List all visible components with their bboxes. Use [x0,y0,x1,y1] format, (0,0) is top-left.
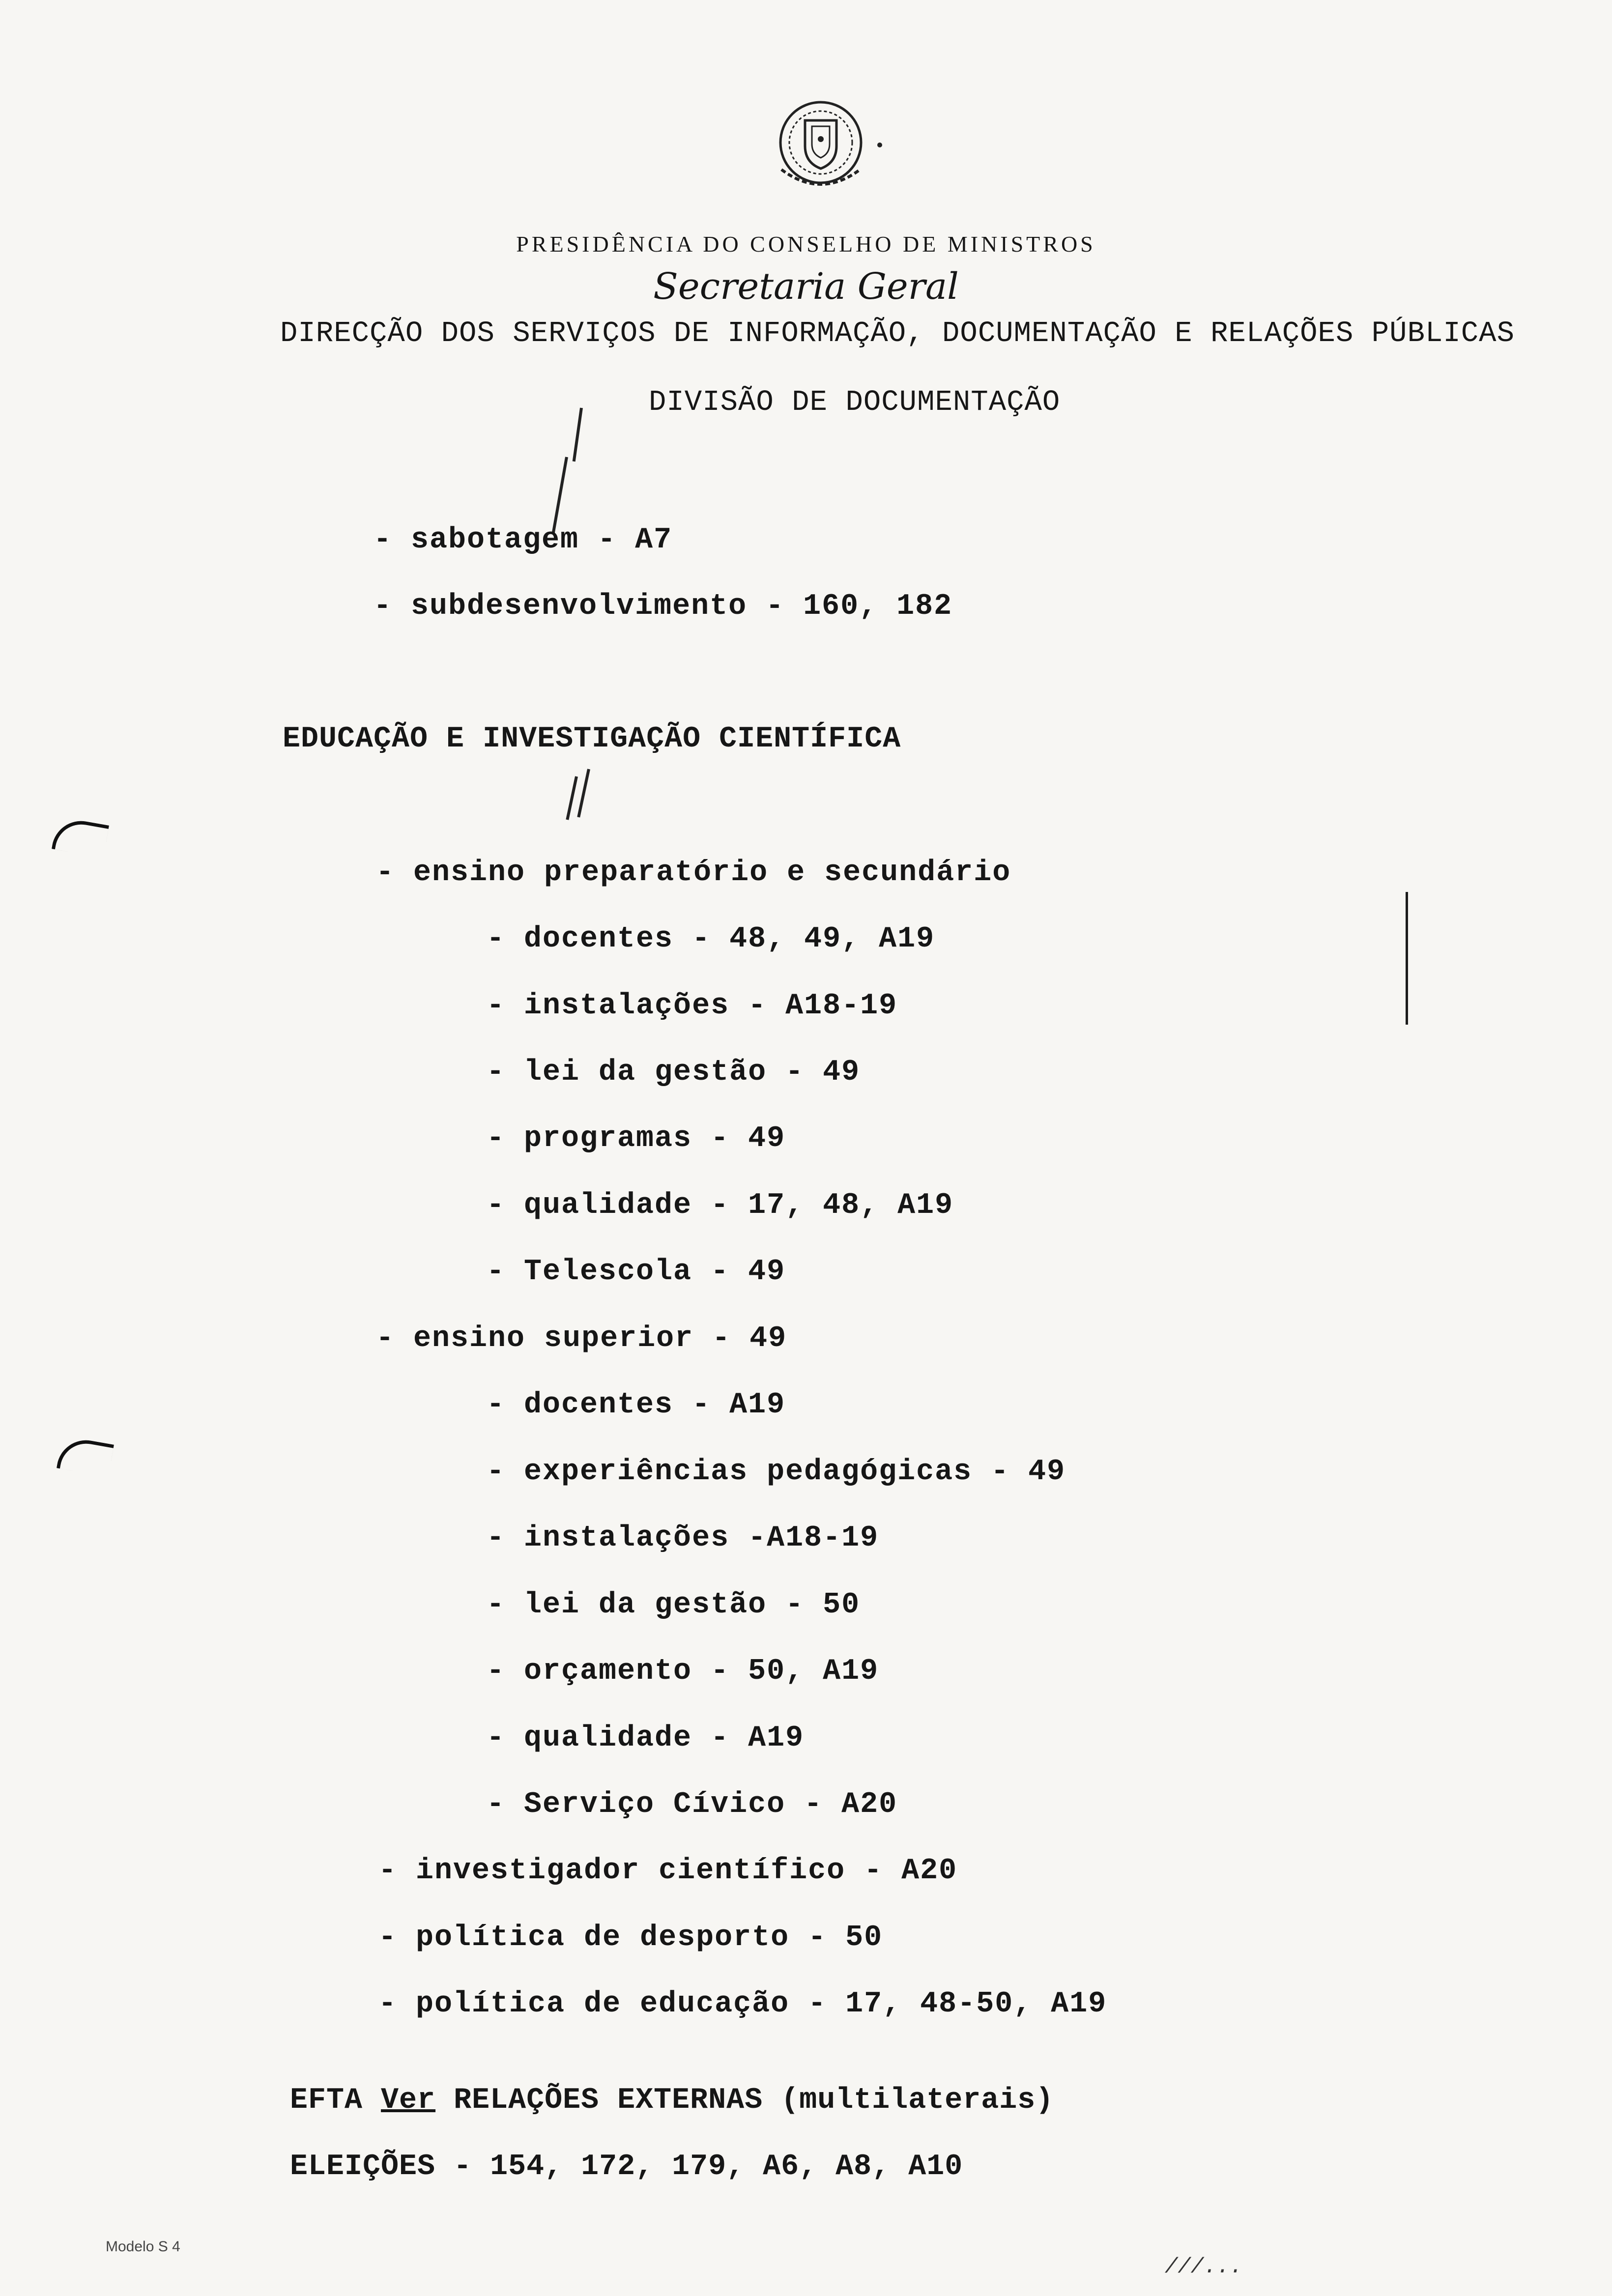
efta-target: RELAÇÕES EXTERNAS (multilaterais) [454,2084,1054,2117]
subentry-instalacoes: - instalações - A18-19 [487,989,898,1023]
subentry-docentes: - docentes - A19 [487,1388,786,1422]
handwritten-mark: ///... [1165,2255,1243,2279]
pen-stroke [573,408,583,462]
secretariat-signature: Secretaria Geral [653,265,959,308]
see-reference: Ver [381,2084,436,2117]
pen-stroke [577,769,590,817]
entry-efta [290,2084,1054,2117]
subentry-qualidade: - qualidade - A19 [487,1722,805,1755]
punch-hole-icon [52,816,109,858]
pen-stroke [566,776,578,820]
entry-sabotagem: - sabotagem - A7 [374,523,673,557]
entry-eleicoes: ELEIÇÕES - 154, 172, 179, A6, A8, A10 [290,2150,963,2183]
entry-politica-educacao: - política de educação - 17, 48-50, A19 [378,1987,1107,2021]
subentry-experiencias-pedagogicas: - experiências pedagógicas - 49 [487,1455,1066,1489]
entry-investigador-cientifico: - investigador científico - A20 [378,1854,958,1888]
subentry-qualidade: - qualidade - 17, 48, A19 [487,1189,954,1222]
subentry-lei-gestao: - lei da gestão - 50 [487,1588,861,1622]
subentry-instalacoes: - instalações -A18-19 [487,1521,879,1555]
section-heading-education: EDUCAÇÃO E INVESTIGAÇÃO CIENTÍFICA [283,722,901,756]
directorate-title: DIRECÇÃO DOS SERVIÇOS DE INFORMAÇÃO, DOCUMENTAÇÃO E RELAÇÕES PÚBLICAS [280,317,1515,350]
entry-subdesenvolvimento: - subdesenvolvimento - 160, 182 [374,590,953,623]
entry-ensino-preparatorio: - ensino preparatório e secundário [376,856,1011,890]
institution-name: PRESIDÊNCIA DO CONSELHO DE MINISTROS [516,231,1096,257]
margin-line [1406,892,1408,1025]
punch-hole-icon [57,1435,114,1477]
subentry-docentes: - docentes - 48, 49, A19 [487,922,935,956]
subentry-programas: - programas - 49 [487,1122,786,1155]
subentry-telescola: - Telescola - 49 [487,1255,786,1289]
form-model-label: Modelo S 4 [106,2239,180,2255]
efta-label: EFTA [290,2084,363,2117]
entry-ensino-superior: - ensino superior - 49 [376,1322,787,1355]
subentry-lei-gestao: - lei da gestão - 49 [487,1056,861,1089]
entry-politica-desporto: - política de desporto - 50 [378,1921,883,1954]
subentry-servico-civico: - Serviço Cívico - A20 [487,1788,898,1821]
subentry-orcamento: - orçamento - 50, A19 [487,1655,879,1688]
coat-of-arms-icon [767,96,885,204]
division-title: DIVISÃO DE DOCUMENTAÇÃO [649,386,1061,419]
